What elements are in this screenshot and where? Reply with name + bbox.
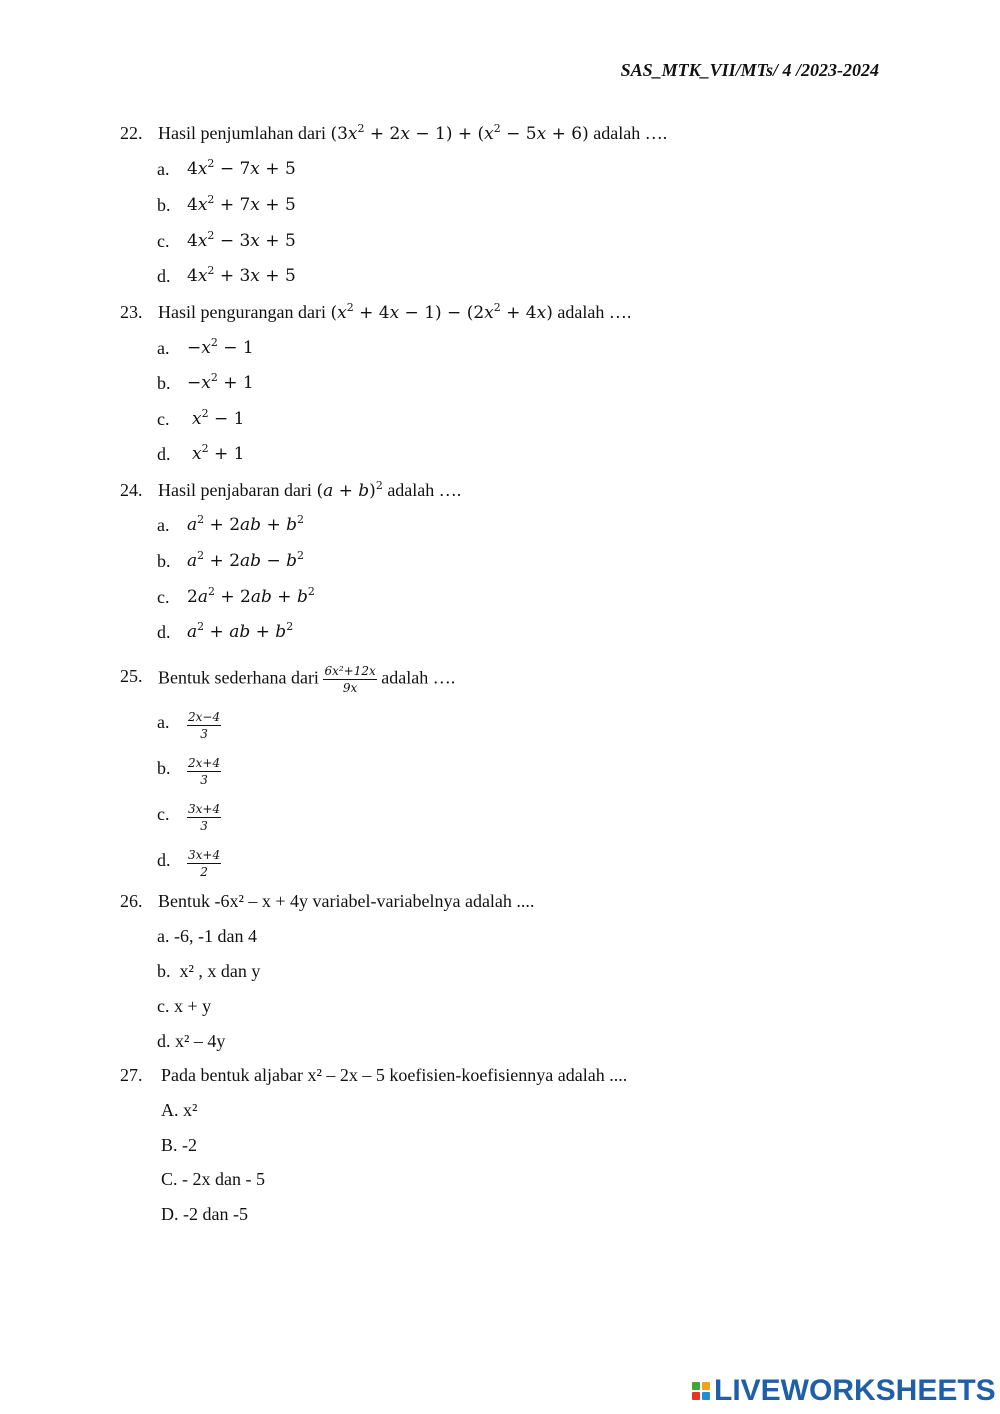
option-value: $2a^2 + 2ab + b^2$ <box>187 585 315 607</box>
logo-text: LIVEWORKSHEETS <box>714 1374 996 1407</box>
option-label: c. <box>157 409 170 429</box>
option-label: d. <box>157 444 171 464</box>
question-text: Hasil penjumlahan dari $(3x^2 + 2x - 1) + (x^2 - 5x + 6)$ adalah …. <box>158 122 668 144</box>
option-text: c. x + y <box>157 996 212 1016</box>
option-value: $4x^2 + 7x + 5$ <box>187 193 296 215</box>
fraction: $\frac{3x+4}{2}$ <box>188 848 221 879</box>
option-text: A. x² <box>161 1100 198 1120</box>
logo-square <box>692 1392 700 1400</box>
question-number: 22. <box>120 123 143 143</box>
option-label: b. <box>157 373 171 393</box>
logo-square <box>702 1382 710 1390</box>
option-label: b. <box>157 195 171 215</box>
question-text: Hasil pengurangan dari $(x^2 + 4x - 1) - (2x^2 + 4x)$ adalah …. <box>158 301 632 323</box>
option-label: c. <box>157 804 170 824</box>
question-text: Bentuk sederhana dari $\frac{\text{6x²+12x}}{9x}$ adalah …. <box>158 664 456 695</box>
option-label: c. <box>157 587 170 607</box>
option-value: $a^2 + 2ab + b^2$ <box>187 513 304 535</box>
option-text: d. x² – 4y <box>157 1031 226 1051</box>
option-label: b. <box>157 551 171 571</box>
question-text: Hasil penjabaran dari $(a + b)^2$ adalah …. <box>158 479 462 501</box>
option-label: a. <box>157 712 170 732</box>
logo-square <box>692 1382 700 1390</box>
math-expression: $(a + b)^2$ <box>316 479 383 501</box>
option-text: B. -2 <box>161 1135 197 1155</box>
question-text: Pada bentuk aljabar x² – 2x – 5 koefisien-koefisiennya adalah .... <box>161 1065 628 1085</box>
option-label: a. <box>157 338 170 358</box>
option-label: a. <box>157 515 170 535</box>
document-header: SAS_MTK_VII/MTs/ 4 /2023-2024 <box>620 60 879 80</box>
fraction: $\frac{2x+4}{3}$ <box>188 756 221 787</box>
fraction: $\frac{\text{6x²+12x}}{9x}$ <box>324 664 376 695</box>
fraction: $\frac{2x-4}{3}$ <box>188 710 221 741</box>
option-value <box>187 710 221 741</box>
option-value: $4x^2 - 7x + 5$ <box>187 157 296 179</box>
question-number: 23. <box>120 302 143 322</box>
option-value: $a^2$ + ab + $b^2$ <box>187 620 294 642</box>
option-value <box>187 802 221 833</box>
math-expression: $(x^2 + 4x - 1) - (2x^2 + 4x)$ <box>330 301 553 323</box>
option-value <box>187 756 221 787</box>
option-value: $a^2 + 2ab - b^2$ <box>187 549 304 571</box>
option-value: $x^2 + 1$ <box>192 442 245 464</box>
fraction: $\frac{3x+4}{3}$ <box>188 802 221 833</box>
question-text: Bentuk -6x² – x + 4y variabel-variabelnya adalah .... <box>158 891 535 911</box>
option-value: $4x^2 - 3x + 5$ <box>187 229 296 251</box>
question-number: 24. <box>120 480 143 500</box>
liveworksheets-logo[interactable] <box>692 1374 996 1408</box>
option-label: a. <box>157 159 170 179</box>
option-value: $-x^2 + 1$ <box>187 371 254 393</box>
option-label: d. <box>157 266 171 286</box>
option-label: d. <box>157 622 171 642</box>
option-value <box>187 848 221 879</box>
option-label: b. <box>157 758 171 778</box>
option-text: b. x² , x dan y <box>157 961 261 981</box>
option-text: D. -2 dan -5 <box>161 1204 248 1224</box>
option-value: $-x^2 - 1$ <box>187 336 254 358</box>
question-number: 27. <box>120 1065 143 1085</box>
option-value: $4x^2 + 3x + 5$ <box>187 264 296 286</box>
option-label: d. <box>157 850 171 870</box>
option-value: $x^2 - 1$ <box>192 407 245 429</box>
option-text: C. - 2x dan - 5 <box>161 1169 265 1189</box>
logo-grid-icon <box>692 1382 710 1400</box>
option-text: a. -6, -1 dan 4 <box>157 926 257 946</box>
option-label: c. <box>157 231 170 251</box>
question-number: 26. <box>120 891 143 911</box>
question-number: 25. <box>120 666 143 686</box>
logo-square <box>702 1392 710 1400</box>
math-expression: $(3x^2 + 2x - 1) + (x^2 - 5x + 6)$ <box>330 122 589 144</box>
